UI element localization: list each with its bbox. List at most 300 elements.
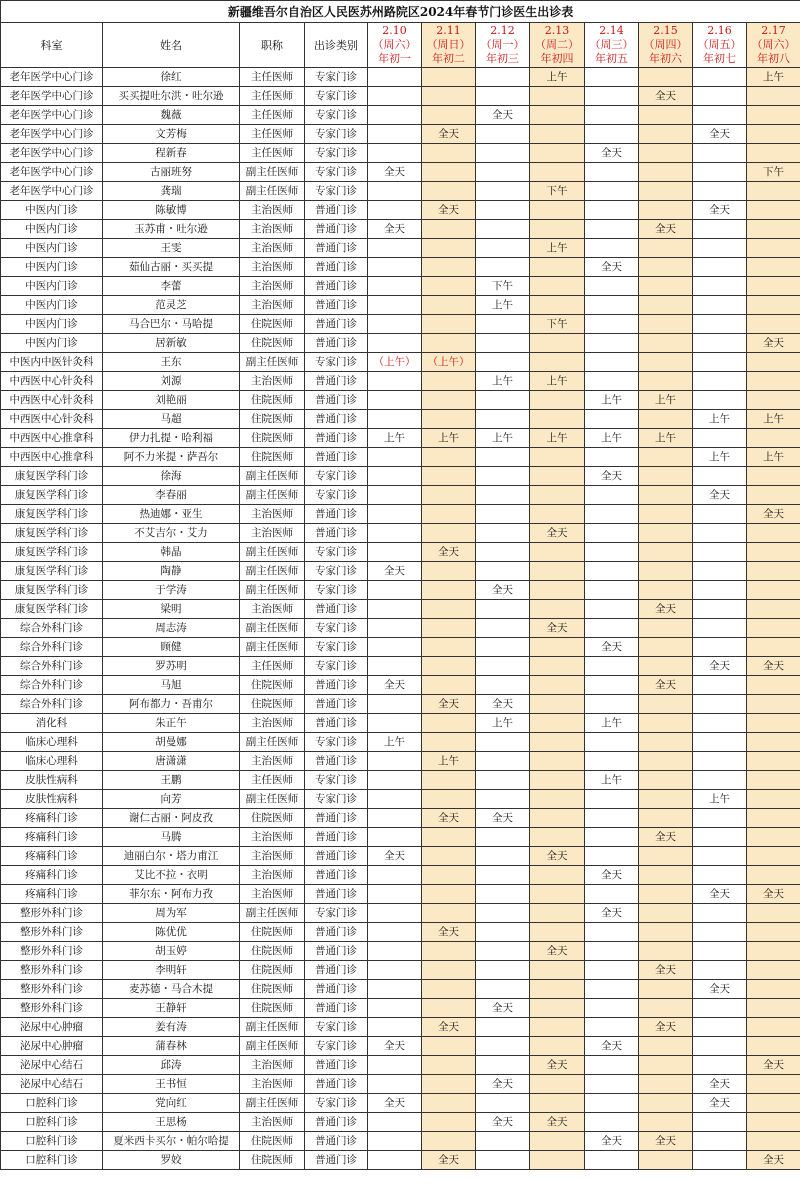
header-dept: 科室	[1, 23, 103, 68]
cell-dept: 整形外科门诊	[1, 942, 103, 961]
schedule-cell	[368, 258, 422, 277]
cell-name: 唐潇潇	[103, 752, 240, 771]
schedule-cell: 全天	[693, 980, 747, 999]
schedule-cell	[585, 809, 639, 828]
schedule-cell	[747, 258, 800, 277]
schedule-cell	[422, 942, 476, 961]
schedule-cell	[585, 410, 639, 429]
date-header-weekday: （周四）	[643, 38, 688, 51]
schedule-cell	[368, 372, 422, 391]
schedule-cell	[368, 657, 422, 676]
schedule-cell	[639, 619, 693, 638]
table-row	[1, 258, 800, 277]
schedule-cell: 全天	[693, 885, 747, 904]
schedule-cell	[747, 201, 800, 220]
date-header-weekday: （周五）	[697, 38, 742, 51]
schedule-cell	[639, 885, 693, 904]
cell-name: 刘源	[103, 372, 240, 391]
schedule-cell	[530, 980, 585, 999]
schedule-cell	[585, 125, 639, 144]
schedule-cell	[368, 239, 422, 258]
date-header-lunar: 年初五	[595, 52, 628, 65]
schedule-cell	[639, 467, 693, 486]
table-row	[1, 87, 800, 106]
schedule-cell	[639, 353, 693, 372]
schedule-cell	[693, 1056, 747, 1075]
schedule-cell: 全天	[639, 961, 693, 980]
cell-title: 主治医师	[240, 258, 305, 277]
cell-name: 王雯	[103, 239, 240, 258]
cell-name: 陈敏博	[103, 201, 240, 220]
schedule-cell	[476, 847, 530, 866]
schedule-cell	[476, 543, 530, 562]
schedule-cell: 全天	[585, 904, 639, 923]
schedule-cell	[693, 942, 747, 961]
schedule-cell: 全天	[422, 125, 476, 144]
cell-title: 副主任医师	[240, 562, 305, 581]
cell-dept: 康复医学科门诊	[1, 543, 103, 562]
schedule-cell: 全天	[422, 201, 476, 220]
schedule-cell	[476, 790, 530, 809]
schedule-cell	[476, 125, 530, 144]
cell-type: 普通门诊	[305, 999, 368, 1018]
cell-type: 专家门诊	[305, 562, 368, 581]
cell-dept: 中医内中医针灸科	[1, 353, 103, 372]
cell-type: 专家门诊	[305, 182, 368, 201]
schedule-cell	[368, 68, 422, 87]
schedule-cell	[530, 714, 585, 733]
schedule-cell	[639, 1094, 693, 1113]
schedule-cell	[530, 258, 585, 277]
table-row	[1, 315, 800, 334]
schedule-cell	[368, 714, 422, 733]
schedule-cell	[530, 144, 585, 163]
cell-dept: 疼痛科门诊	[1, 885, 103, 904]
table-row	[1, 296, 800, 315]
schedule-cell	[693, 1132, 747, 1151]
schedule-cell	[747, 467, 800, 486]
cell-name: 马合巴尔・马哈提	[103, 315, 240, 334]
schedule-cell	[368, 1151, 422, 1170]
schedule-cell	[422, 1132, 476, 1151]
date-header-date: 2.13	[544, 24, 570, 37]
cell-dept: 老年医学中心门诊	[1, 68, 103, 87]
cell-type: 专家门诊	[305, 106, 368, 125]
cell-title: 副主任医师	[240, 1018, 305, 1037]
schedule-cell	[639, 505, 693, 524]
schedule-cell	[530, 809, 585, 828]
schedule-cell	[639, 1056, 693, 1075]
schedule-cell	[747, 1132, 800, 1151]
schedule-cell	[639, 657, 693, 676]
schedule-cell: 全天	[476, 999, 530, 1018]
schedule-cell	[422, 106, 476, 125]
cell-name: 胡曼娜	[103, 733, 240, 752]
schedule-cell	[747, 220, 800, 239]
schedule-cell: （上午）	[422, 353, 476, 372]
schedule-cell	[693, 961, 747, 980]
schedule-cell	[476, 562, 530, 581]
schedule-cell: 全天	[530, 1056, 585, 1075]
schedule-cell	[639, 182, 693, 201]
cell-dept: 口腔科门诊	[1, 1132, 103, 1151]
cell-type: 专家门诊	[305, 144, 368, 163]
schedule-cell: 上午	[693, 448, 747, 467]
schedule-cell	[747, 486, 800, 505]
schedule-cell	[639, 410, 693, 429]
schedule-cell	[693, 543, 747, 562]
schedule-cell	[747, 353, 800, 372]
date-header-weekday: （周一）	[480, 38, 525, 51]
schedule-cell	[530, 638, 585, 657]
cell-name: 韩晶	[103, 543, 240, 562]
cell-type: 专家门诊	[305, 581, 368, 600]
schedule-cell	[585, 220, 639, 239]
schedule-cell	[693, 505, 747, 524]
schedule-cell	[693, 296, 747, 315]
schedule-cell: 全天	[530, 524, 585, 543]
cell-type: 普通门诊	[305, 885, 368, 904]
cell-type: 普通门诊	[305, 296, 368, 315]
cell-title: 主治医师	[240, 1113, 305, 1132]
cell-type: 普通门诊	[305, 1056, 368, 1075]
schedule-cell: 上午	[585, 429, 639, 448]
schedule-cell: 上午	[585, 391, 639, 410]
cell-name: 居新敏	[103, 334, 240, 353]
schedule-cell	[639, 980, 693, 999]
schedule-cell: 全天	[693, 486, 747, 505]
schedule-cell	[530, 1037, 585, 1056]
schedule-cell	[476, 182, 530, 201]
schedule-cell	[639, 752, 693, 771]
table-row	[1, 505, 800, 524]
schedule-cell	[693, 828, 747, 847]
cell-type: 普通门诊	[305, 410, 368, 429]
schedule-cell	[476, 752, 530, 771]
schedule-cell	[747, 790, 800, 809]
schedule-cell	[530, 790, 585, 809]
schedule-cell	[585, 847, 639, 866]
cell-dept: 中医内门诊	[1, 201, 103, 220]
cell-type: 普通门诊	[305, 923, 368, 942]
cell-name: 蒲春林	[103, 1037, 240, 1056]
cell-title: 住院医师	[240, 334, 305, 353]
schedule-cell	[585, 277, 639, 296]
schedule-cell	[368, 1075, 422, 1094]
schedule-cell	[747, 543, 800, 562]
schedule-cell	[476, 866, 530, 885]
cell-name: 玉苏甫・吐尔逊	[103, 220, 240, 239]
schedule-cell	[422, 562, 476, 581]
schedule-cell: 上午	[476, 372, 530, 391]
schedule-cell	[693, 619, 747, 638]
cell-dept: 康复医学科门诊	[1, 524, 103, 543]
schedule-cell	[368, 87, 422, 106]
date-header-date: 2.15	[653, 24, 678, 37]
schedule-cell	[530, 334, 585, 353]
schedule-cell	[585, 201, 639, 220]
cell-dept: 泌尿中心肿瘤	[1, 1018, 103, 1037]
table-row	[1, 961, 800, 980]
schedule-cell	[639, 771, 693, 790]
cell-dept: 疼痛科门诊	[1, 866, 103, 885]
cell-title: 副主任医师	[240, 486, 305, 505]
schedule-cell	[476, 885, 530, 904]
schedule-cell	[747, 923, 800, 942]
schedule-cell	[639, 163, 693, 182]
schedule-cell	[585, 239, 639, 258]
schedule-cell: 上午	[585, 771, 639, 790]
cell-name: 阿布都力・吾甫尔	[103, 695, 240, 714]
schedule-cell	[639, 942, 693, 961]
schedule-cell	[530, 448, 585, 467]
cell-title: 主治医师	[240, 1075, 305, 1094]
schedule-cell	[639, 1037, 693, 1056]
cell-dept: 康复医学科门诊	[1, 467, 103, 486]
schedule-cell	[530, 467, 585, 486]
cell-title: 住院医师	[240, 315, 305, 334]
schedule-cell: 全天	[476, 581, 530, 600]
schedule-cell	[368, 999, 422, 1018]
cell-title: 副主任医师	[240, 467, 305, 486]
cell-title: 副主任医师	[240, 182, 305, 201]
schedule-cell	[368, 809, 422, 828]
schedule-cell: 全天	[530, 1113, 585, 1132]
schedule-cell	[530, 1075, 585, 1094]
cell-name: 程新春	[103, 144, 240, 163]
schedule-cell: 全天	[368, 676, 422, 695]
cell-name: 伊力扎提・哈利福	[103, 429, 240, 448]
date-header-6	[693, 23, 747, 68]
schedule-cell	[747, 847, 800, 866]
cell-name: 王静轩	[103, 999, 240, 1018]
table-row	[1, 733, 800, 752]
cell-title: 住院医师	[240, 1132, 305, 1151]
schedule-cell	[585, 885, 639, 904]
schedule-cell: 全天	[693, 1094, 747, 1113]
cell-name: 范灵芝	[103, 296, 240, 315]
schedule-cell	[476, 315, 530, 334]
schedule-cell	[747, 1018, 800, 1037]
date-header-lunar: 年初三	[486, 52, 519, 65]
schedule-cell	[530, 1094, 585, 1113]
schedule-cell	[476, 486, 530, 505]
schedule-cell	[368, 182, 422, 201]
cell-type: 普通门诊	[305, 239, 368, 258]
schedule-cell: 全天	[693, 125, 747, 144]
schedule-cell: 全天	[639, 220, 693, 239]
schedule-cell	[639, 258, 693, 277]
schedule-cell	[422, 676, 476, 695]
schedule-cell	[693, 1151, 747, 1170]
cell-type: 专家门诊	[305, 1037, 368, 1056]
cell-dept: 整形外科门诊	[1, 961, 103, 980]
schedule-cell	[639, 277, 693, 296]
schedule-cell	[639, 125, 693, 144]
schedule-cell	[530, 961, 585, 980]
schedule-cell: 全天	[639, 1132, 693, 1151]
cell-type: 普通门诊	[305, 315, 368, 334]
schedule-cell	[530, 505, 585, 524]
schedule-cell	[368, 448, 422, 467]
schedule-cell	[693, 904, 747, 923]
schedule-cell	[368, 125, 422, 144]
cell-dept: 康复医学科门诊	[1, 486, 103, 505]
cell-dept: 临床心理科	[1, 752, 103, 771]
cell-type: 普通门诊	[305, 1132, 368, 1151]
schedule-cell	[422, 581, 476, 600]
schedule-cell	[585, 942, 639, 961]
schedule-cell	[368, 543, 422, 562]
schedule-cell: 全天	[422, 1151, 476, 1170]
cell-title: 副主任医师	[240, 1094, 305, 1113]
schedule-cell	[747, 1113, 800, 1132]
cell-title: 住院医师	[240, 695, 305, 714]
schedule-cell	[693, 258, 747, 277]
schedule-cell: 全天	[747, 1151, 800, 1170]
schedule-cell	[476, 676, 530, 695]
cell-title: 住院医师	[240, 676, 305, 695]
date-header-date: 2.12	[490, 24, 515, 37]
cell-type: 普通门诊	[305, 220, 368, 239]
cell-title: 主治医师	[240, 239, 305, 258]
schedule-cell	[639, 106, 693, 125]
schedule-cell	[585, 676, 639, 695]
schedule-cell: 全天	[747, 885, 800, 904]
schedule-cell	[693, 220, 747, 239]
schedule-cell: 上午	[476, 296, 530, 315]
date-header-0	[368, 23, 422, 68]
cell-name: 龚瑞	[103, 182, 240, 201]
schedule-cell	[476, 334, 530, 353]
schedule-cell	[476, 68, 530, 87]
schedule-cell	[368, 961, 422, 980]
schedule-cell	[639, 638, 693, 657]
schedule-cell	[747, 429, 800, 448]
schedule-cell	[693, 600, 747, 619]
schedule-cell	[693, 315, 747, 334]
schedule-cell	[530, 752, 585, 771]
schedule-cell: 全天	[422, 543, 476, 562]
schedule-cell	[693, 771, 747, 790]
schedule-cell	[530, 771, 585, 790]
schedule-cell	[639, 1151, 693, 1170]
schedule-cell	[585, 581, 639, 600]
schedule-cell: 上午	[422, 429, 476, 448]
date-header-2	[476, 23, 530, 68]
schedule-cell	[422, 733, 476, 752]
schedule-cell	[639, 201, 693, 220]
cell-title: 副主任医师	[240, 581, 305, 600]
table-row	[1, 1113, 800, 1132]
schedule-cell	[530, 866, 585, 885]
schedule-cell	[368, 1132, 422, 1151]
schedule-cell	[476, 220, 530, 239]
schedule-cell	[639, 790, 693, 809]
schedule-cell	[530, 391, 585, 410]
date-header-lunar: 年初七	[703, 52, 736, 65]
cell-type: 普通门诊	[305, 1151, 368, 1170]
cell-title: 主任医师	[240, 144, 305, 163]
cell-name: 罗姣	[103, 1151, 240, 1170]
cell-type: 专家门诊	[305, 638, 368, 657]
cell-type: 专家门诊	[305, 1094, 368, 1113]
cell-title: 住院医师	[240, 809, 305, 828]
cell-dept: 综合外科门诊	[1, 695, 103, 714]
cell-name: 周为军	[103, 904, 240, 923]
schedule-cell	[639, 524, 693, 543]
schedule-cell	[693, 752, 747, 771]
schedule-cell	[476, 771, 530, 790]
cell-dept: 康复医学科门诊	[1, 600, 103, 619]
schedule-cell	[422, 904, 476, 923]
cell-type: 普通门诊	[305, 942, 368, 961]
schedule-cell	[747, 106, 800, 125]
table-row	[1, 847, 800, 866]
schedule-cell	[368, 885, 422, 904]
schedule-cell	[476, 524, 530, 543]
table-row	[1, 429, 800, 448]
schedule-cell	[693, 714, 747, 733]
schedule-cell	[368, 752, 422, 771]
table-row	[1, 163, 800, 182]
schedule-cell	[693, 391, 747, 410]
cell-type: 专家门诊	[305, 619, 368, 638]
schedule-cell: 下午	[530, 182, 585, 201]
cell-type: 专家门诊	[305, 353, 368, 372]
schedule-cell	[476, 239, 530, 258]
schedule-cell	[693, 1018, 747, 1037]
cell-dept: 皮肤性病科	[1, 790, 103, 809]
schedule-cell: 上午	[368, 733, 422, 752]
schedule-cell	[585, 353, 639, 372]
schedule-cell: 下午	[747, 163, 800, 182]
schedule-cell	[422, 999, 476, 1018]
cell-name: 谢仁古丽・阿皮孜	[103, 809, 240, 828]
schedule-cell	[530, 87, 585, 106]
schedule-cell	[476, 353, 530, 372]
date-header-date: 2.17	[761, 24, 786, 37]
schedule-cell	[422, 182, 476, 201]
schedule-cell	[747, 581, 800, 600]
schedule-cell	[422, 600, 476, 619]
schedule-cell: 全天	[639, 828, 693, 847]
schedule-cell	[476, 828, 530, 847]
schedule-cell: 全天	[368, 1037, 422, 1056]
schedule-cell	[368, 410, 422, 429]
table-row	[1, 771, 800, 790]
cell-name: 邱涛	[103, 1056, 240, 1075]
schedule-cell: 全天	[693, 1075, 747, 1094]
cell-dept: 口腔科门诊	[1, 1113, 103, 1132]
date-header-lunar: 年初八	[757, 52, 791, 65]
cell-type: 专家门诊	[305, 771, 368, 790]
cell-type: 专家门诊	[305, 1018, 368, 1037]
schedule-cell	[585, 87, 639, 106]
schedule-cell	[585, 790, 639, 809]
cell-type: 专家门诊	[305, 486, 368, 505]
cell-title: 住院医师	[240, 961, 305, 980]
schedule-cell	[693, 334, 747, 353]
schedule-cell	[585, 106, 639, 125]
schedule-cell	[476, 1094, 530, 1113]
cell-name: 麦苏德・马合木提	[103, 980, 240, 999]
cell-type: 普通门诊	[305, 980, 368, 999]
schedule-cell	[747, 999, 800, 1018]
header-title: 职称	[240, 23, 305, 68]
cell-title: 住院医师	[240, 429, 305, 448]
cell-title: 主治医师	[240, 505, 305, 524]
